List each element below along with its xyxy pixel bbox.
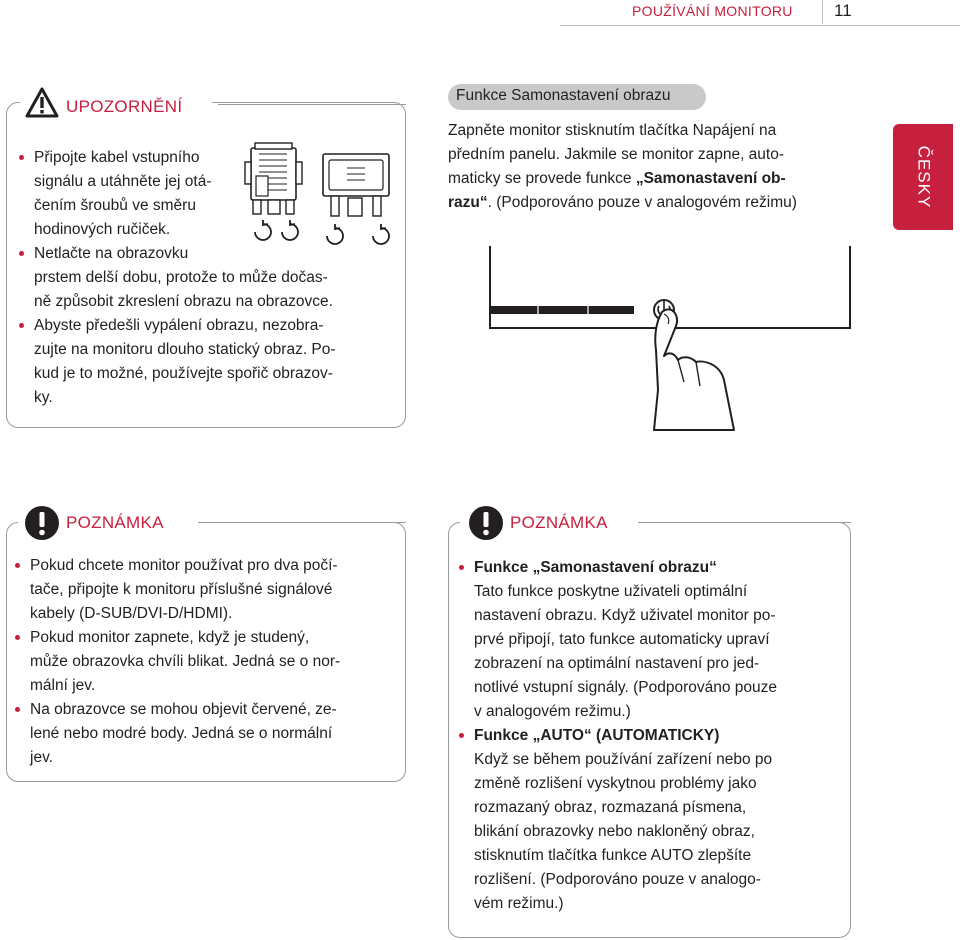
exclamation-icon	[24, 505, 60, 541]
section-title: POUŽÍVÁNÍ MONITORU	[632, 3, 793, 19]
header-divider	[822, 0, 823, 24]
note-title-right: POZNÁMKA	[510, 513, 608, 532]
list-item: Pokud monitor zapnete, když je studený, může obrazovka chvíli blikat. Jedná se o nor- mální jev.	[14, 626, 404, 698]
note-title-left: POZNÁMKA	[66, 513, 164, 532]
exclamation-icon	[468, 505, 504, 541]
header-rule	[560, 25, 960, 26]
language-tab-label-wrap	[893, 124, 953, 230]
language-tab-label: ČESKY	[914, 145, 934, 209]
note-list-left	[14, 554, 404, 770]
warning-icon	[24, 86, 60, 120]
note-title-line-right	[640, 522, 851, 523]
auto-setup-heading: Funkce Samonastavení obrazu	[456, 87, 671, 104]
caution-title: UPOZORNĚNÍ	[66, 97, 183, 116]
auto-setup-paragraph: Zapněte monitor stisknutím tlačítka Napájení na předním panelu. Jakmile se monitor zapne, auto- maticky se provede funkce „Samonastavení ob- razu“. (Podporováno pouze v analogovém režimu)	[448, 122, 797, 211]
caution-title-line	[218, 104, 406, 105]
list-item: Netlačte na obrazovku prstem delší dobu, protože to může dočas- ně způsobit zkreslení obrazu na obrazovce.	[18, 242, 398, 314]
page-number: 11	[834, 1, 852, 20]
list-item: Funkce „Samonastavení obrazu“ Tato funkce poskytne uživateli optimální nastavení obrazu. Když uživatel monitor po- prvé připojí, tato funkce automaticky upraví zobrazení na optimální nastavení pro jed- notlivé vstupní signály. (Podporováno pouze v analogovém režimu.)	[458, 556, 846, 724]
list-item: Na obrazovce se mohou objevit červené, ze- lené nebo modré body. Jedná se o normální jev.	[14, 698, 404, 770]
list-item: Pokud chcete monitor používat pro dva počí- tače, připojte k monitoru příslušné signálové kabely (D-SUB/DVI-D/HDMI).	[14, 554, 404, 626]
list-item: Funkce „AUTO“ (AUTOMATICKY) Když se během používání zařízení nebo po změně rozlišení vyskytnou problémy jako rozmazaný obraz, rozmazaná písmena, blikání obrazovky nebo nakloněný obraz, stisknutím tlačítka funkce AUTO zlepšíte rozlišení. (Podporováno pouze v analogo- vém režimu.)	[458, 724, 846, 916]
power-button-illustration	[488, 240, 858, 440]
note-list-right	[458, 556, 846, 916]
cable-connector-illustration	[235, 140, 400, 245]
list-item: Abyste předešli vypálení obrazu, nezobra- zujte na monitoru dlouho statický obraz. Po- kud je to možné, používejte spořič obrazov- ky.	[18, 314, 398, 410]
note-title-line-left	[198, 522, 406, 523]
list-item: Připojte kabel vstupního signálu a utáhněte jej otá- čením šroubů ve směru hodinových ručiček.	[18, 146, 398, 242]
